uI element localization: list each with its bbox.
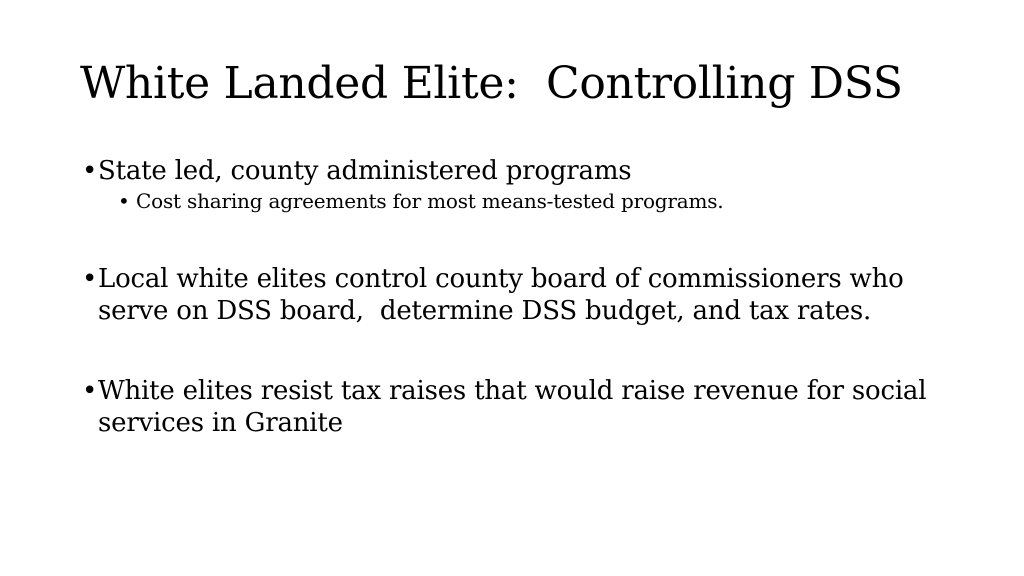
sub-bullet-item [118,187,950,215]
bullet-item [80,375,950,439]
bullet-text: White elites resist tax raises that would raise revenue for social services in Granite [98,376,935,438]
bullet-glyph: • [82,264,98,294]
bullet-text: Local white elites control county board of commissioners who serve on DSS board, determine DSS budget, and tax rates. [98,264,912,326]
spacer [80,215,950,263]
bullet-list [80,155,950,439]
bullet-text: State led, county administered programs [98,156,632,186]
spacer [80,327,950,375]
sub-bullet-glyph: • [118,189,130,213]
bullet-glyph: • [82,376,98,406]
slide-title: White Landed Elite: Controlling DSS [80,58,903,109]
bullet-item [80,155,950,187]
bullet-item [80,263,950,327]
bullet-glyph: • [82,156,98,186]
sub-bullet-text: Cost sharing agreements for most means-tested programs. [136,189,724,213]
